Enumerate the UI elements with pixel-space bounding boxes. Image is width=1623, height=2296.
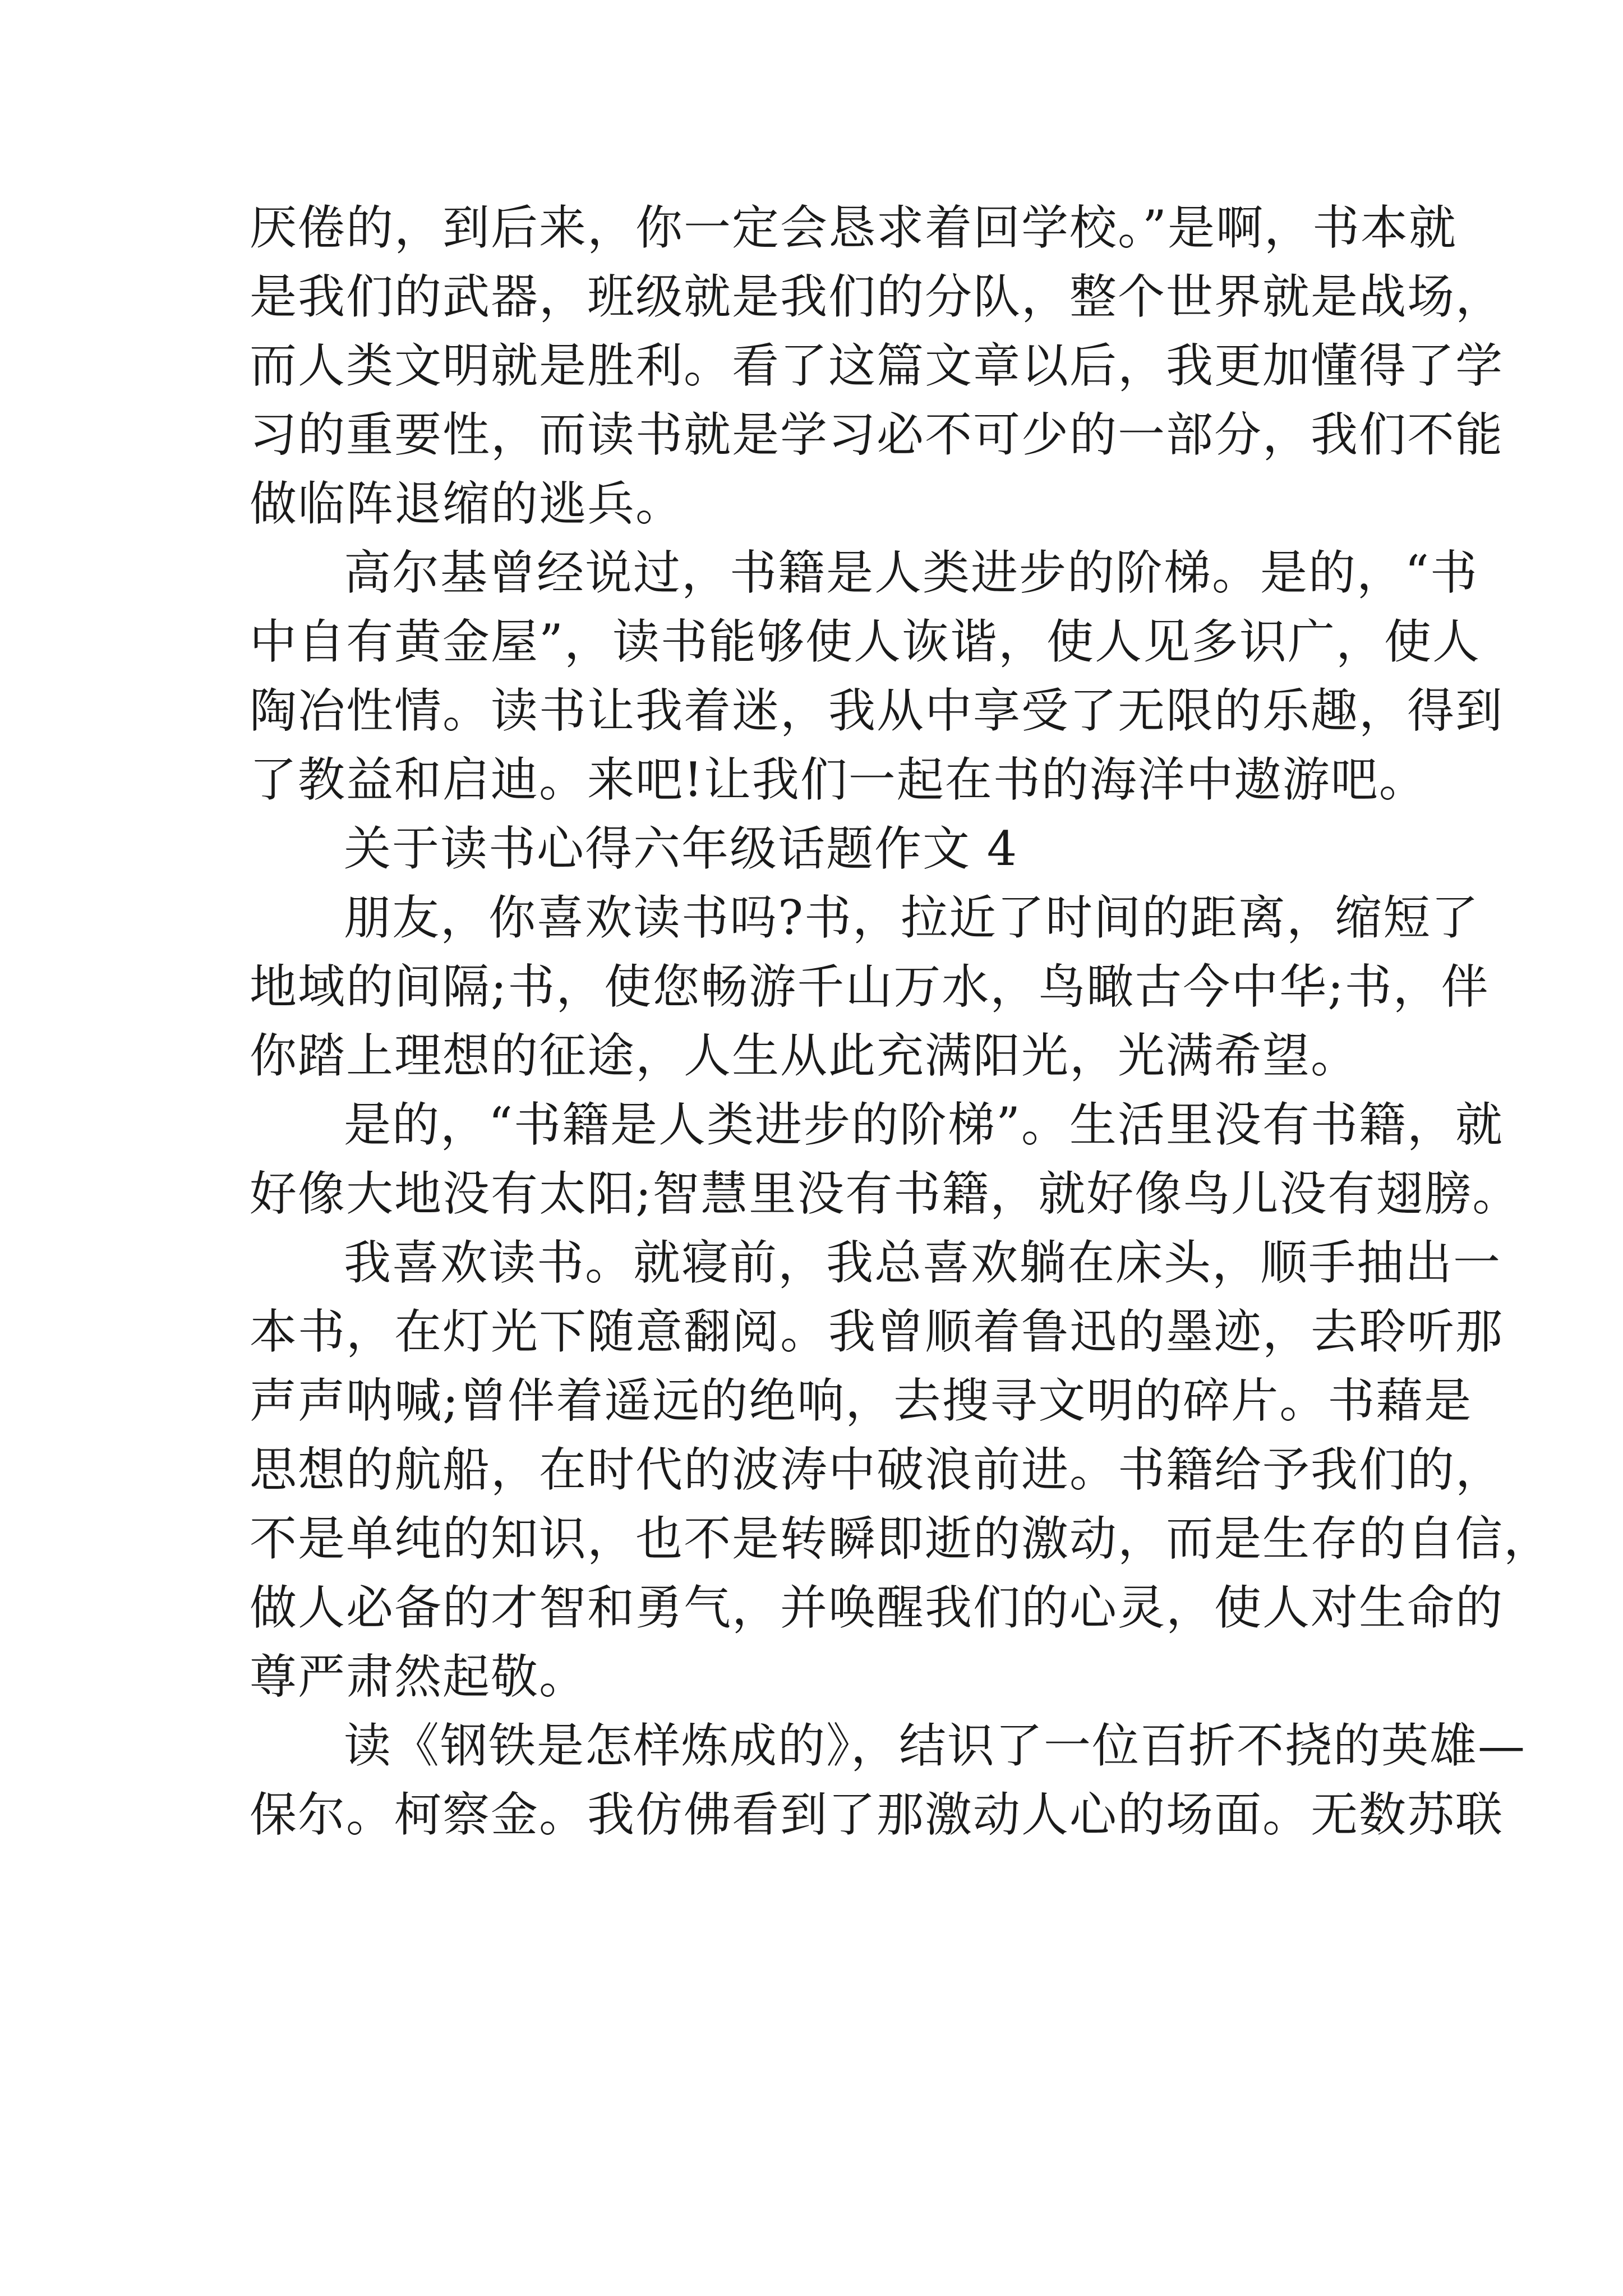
text-line: 陶冶性情。读书让我着迷，我从中享受了无限的乐趣，得到 bbox=[250, 683, 1504, 738]
text-line: 关于读书心得六年级话题作文 4 bbox=[344, 821, 1018, 876]
text-line: 思想的航船，在时代的波涛中破浪前进。书籍给予我们的， bbox=[250, 1442, 1504, 1497]
text-line: 习的重要性，而读书就是学习必不可少的一部分，我们不能 bbox=[250, 407, 1504, 462]
text-line: 做临阵退缩的逃兵。 bbox=[250, 476, 684, 531]
text-line: 是的，“书籍是人类进步的阶梯”。生活里没有书籍，就 bbox=[344, 1097, 1504, 1152]
text-line: 你踏上理想的征途，人生从此充满阳光，光满希望。 bbox=[250, 1028, 1359, 1083]
text-line: 声声呐喊;曾伴着遥远的绝响，去搜寻文明的碎片。书藉是 bbox=[250, 1373, 1473, 1428]
text-line: 做人必备的才智和勇气，并唤醒我们的心灵，使人对生命的 bbox=[250, 1580, 1504, 1635]
text-line: 读《钢铁是怎样炼成的》，结识了一位百折不挠的英雄— bbox=[344, 1718, 1527, 1773]
text-line: 我喜欢读书。就寝前，我总喜欢躺在床头，顺手抽出一 bbox=[344, 1235, 1502, 1290]
text-line: 厌倦的，到后来，你一定会恳求着回学校。”是啊，书本就 bbox=[250, 200, 1457, 255]
text-line: 朋友，你喜欢读书吗?书，拉近了时间的距离，缩短了 bbox=[344, 890, 1480, 945]
text-line: 了教益和启迪。来吧!让我们一起在书的海洋中遨游吧。 bbox=[250, 752, 1427, 807]
article-body bbox=[250, 194, 1552, 1849]
text-line: 尊严肃然起敬。 bbox=[250, 1649, 588, 1704]
text-line: 而人类文明就是胜利。看了这篇文章以后，我更加懂得了学 bbox=[250, 338, 1504, 393]
text-line: 不是单纯的知识，也不是转瞬即逝的激动，而是生存的自信， bbox=[250, 1511, 1552, 1566]
text-line: 高尔基曾经说过，书籍是人类进步的阶梯。是的，“书 bbox=[344, 545, 1478, 600]
text-line: 地域的间隔;书，使您畅游千山万水，鸟瞰古今中华;书，伴 bbox=[250, 959, 1490, 1014]
text-line: 保尔。柯察金。我仿佛看到了那激动人心的场面。无数苏联 bbox=[250, 1787, 1504, 1842]
text-line: 本书，在灯光下随意翻阅。我曾顺着鲁迅的墨迹，去聆听那 bbox=[250, 1304, 1504, 1359]
text-line: 是我们的武器，班级就是我们的分队，整个世界就是战场， bbox=[250, 269, 1504, 324]
text-line: 中自有黄金屋”，读书能够使人诙谐，使人见多识广，使人 bbox=[250, 614, 1481, 669]
text-line: 好像大地没有太阳;智慧里没有书籍，就好像鸟儿没有翅膀。 bbox=[250, 1166, 1521, 1221]
